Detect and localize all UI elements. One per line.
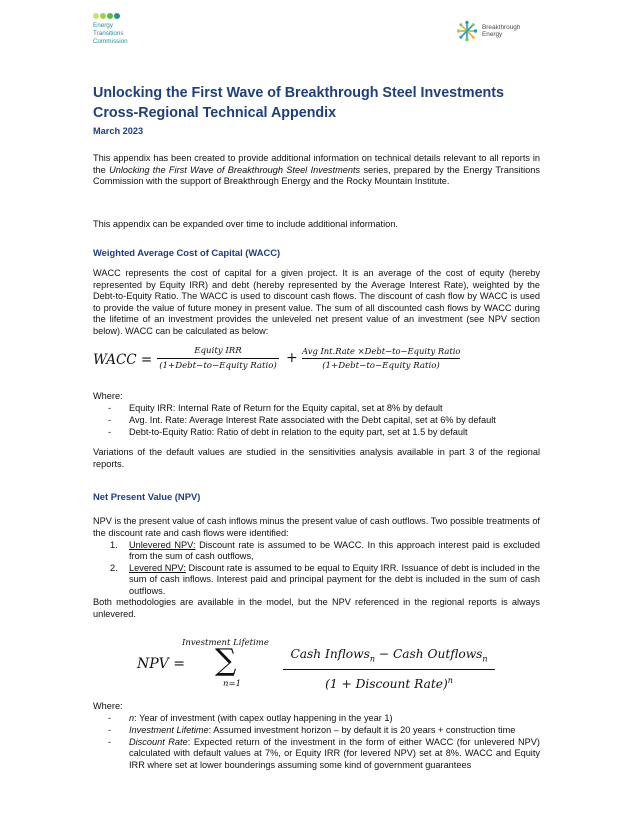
etc-logo-text	[93, 22, 128, 46]
wacc-formula-lhs: WACC =	[93, 352, 153, 368]
intro-series-title: Unlocking the First Wave of Breakthrough Steel Investments	[109, 164, 361, 175]
wacc-item-text: Equity IRR: Internal Rate of Return for the Equity capital, set at 8% by default	[129, 403, 443, 413]
etc-line-3: Commission	[93, 38, 128, 45]
npv-sum-lower-limit: n=1	[223, 679, 242, 689]
etc-logo-dots	[93, 13, 128, 19]
dash-marker: -	[108, 427, 112, 437]
npv-numerator-sub-2: n	[482, 654, 488, 664]
npv-term-text: : Expected return of the investment in the form of either WACC (for unlevered NPV) calculated with default values at 7%, or Equity IRR (for levered NPV) set at 8%. WACC and Equity IRR where set at lower bounderings assuming some kind of government guarantees	[129, 737, 540, 770]
npv-heading: Net Present Value (NPV)	[93, 491, 201, 502]
npv-term-investment-lifetime	[108, 725, 540, 736]
etc-line-2: Transitions	[93, 30, 124, 37]
npv-term-discount-rate	[108, 737, 540, 771]
npv-where-label: Where:	[93, 701, 123, 711]
wacc-item-avg-int-rate	[108, 415, 540, 426]
wacc-fraction-1	[157, 346, 279, 372]
intro-text-a: This appendix has been created to provide additional information on technical details relevant to all reports in the	[93, 153, 540, 175]
etc-dot-4	[114, 13, 120, 19]
title-line-1: Unlocking the First Wave of Breakthrough Steel Investments	[93, 85, 504, 101]
wacc-fraction-1-bar	[157, 358, 279, 359]
dash-marker: -	[108, 403, 112, 413]
npv-fraction-bar	[283, 669, 495, 670]
wacc-fraction-1-numerator: Equity IRR	[194, 346, 242, 356]
npv-fraction-numerator	[283, 647, 495, 666]
dash-marker: -	[108, 415, 112, 425]
page-title	[93, 84, 504, 123]
npv-description: NPV is the present value of cash inflows minus the present value of cash outflows. Two possible treatments of the discount rate and cash flows were identified:	[93, 516, 540, 538]
npv-term-text: : Year of investment (with capex outlay happening in the year 1)	[134, 713, 393, 723]
dash-marker: -	[108, 737, 112, 747]
wacc-fraction-2-bar	[302, 358, 460, 359]
npv-item-levered	[110, 563, 540, 597]
dash-marker: -	[108, 725, 112, 735]
dash-marker: -	[108, 713, 112, 723]
etc-logo	[93, 13, 128, 46]
npv-methodologies-note: Both methodologies are available in the model, but the NPV referenced in the regional reports is always unlevered.	[93, 597, 540, 619]
wacc-plus-sign: +	[286, 350, 298, 366]
npv-term-name: Discount Rate	[129, 737, 188, 747]
wacc-fraction-2-denominator: (1+Debt−to−Equity Ratio)	[322, 361, 440, 371]
npv-numerator-outflows: − Cash Outflows	[374, 647, 483, 661]
npv-fraction	[283, 647, 495, 693]
npv-item-number: 2.	[110, 563, 118, 573]
wacc-fraction-2-numerator: Avg Int.Rate ×Debt−to−Equity Ratio	[302, 346, 461, 356]
npv-sum-upper-limit: Investment Lifetime	[182, 638, 269, 648]
wacc-fraction-1-denominator: (1+Debt−to−Equity Ratio)	[159, 361, 277, 371]
be-line-2: Energy	[482, 31, 503, 38]
npv-denominator-exponent: n	[447, 676, 453, 686]
wacc-description: WACC represents the cost of capital for a given project. It is an average of the cost of equity (hereby represented by Equity IRR) and debt (hereby represented by the Average Interest Rate), weighted by the Debt-to-Equity Ratio. The WACC is used to discount cash flows. The discount of cash flow by WACC is used to provide the value of future money in present value. The sum of all discounted cash flows by WACC during the lifetime of an investment provides the unleveled net present value of an investment (see NPV section below). WACC can be calculated as below:	[93, 268, 540, 336]
wacc-where-label: Where:	[93, 391, 123, 401]
wacc-item-debt-to-equity	[108, 427, 540, 438]
npv-term-text: : Assumed investment horizon – by default it is 20 years + construction time	[208, 725, 516, 735]
npv-item-number: 1.	[110, 540, 118, 550]
npv-term-n	[108, 713, 540, 724]
npv-term-name: n	[129, 713, 135, 723]
breakthrough-energy-mark-icon	[456, 20, 478, 42]
npv-item-unlevered	[110, 540, 540, 563]
summation-sigma-icon: ∑	[215, 643, 237, 678]
be-line-1: Breakthrough	[482, 23, 521, 31]
npv-item-text: Discount rate is assumed to be equal to Equity IRR. Issuance of debt is included in the sum of cash inflows. Interest paid and principal payment for the debt is included in the sum of cash outflows.	[129, 563, 540, 596]
wacc-item-text: Avg. Int. Rate: Average Interest Rate associated with the Debt capital, set at 6% by default	[129, 415, 496, 425]
npv-term-name: Investment Lifetime	[129, 725, 209, 735]
npv-denominator-text: (1 + Discount Rate)	[325, 677, 448, 692]
title-line-2: Cross-Regional Technical Appendix	[93, 104, 337, 121]
etc-dot-1	[93, 13, 99, 19]
etc-line-1: Energy	[93, 22, 113, 29]
etc-dot-3	[107, 13, 113, 19]
npv-item-text: Discount rate is assumed to be WACC. In this approach interest paid is excluded from the sum of cash outflows,	[129, 540, 540, 562]
npv-item-label: Levered NPV:	[129, 563, 186, 573]
breakthrough-energy-logo	[456, 20, 520, 42]
npv-numerator-sub-1: n	[369, 654, 375, 664]
wacc-fraction-2	[302, 346, 460, 372]
wacc-formula	[93, 344, 553, 382]
npv-formula	[93, 636, 513, 696]
intro-text-b: series, prepared by the Energy Transitions Commission with the support of Breakthrough Energy and the Rocky Mountain Institute.	[93, 164, 541, 187]
wacc-variations-note: Variations of the default values are studied in the sensitivities analysis available in part 3 of the regional reports.	[93, 447, 540, 469]
intro-paragraph	[93, 153, 540, 188]
publication-date: March 2023	[93, 126, 144, 136]
wacc-item-equity-irr	[108, 403, 540, 414]
breakthrough-energy-text	[482, 24, 520, 39]
npv-formula-lhs: NPV =	[137, 656, 185, 672]
npv-fraction-denominator	[283, 673, 495, 692]
npv-numerator-inflows: Cash Inflows	[290, 647, 370, 661]
etc-dot-2	[100, 13, 106, 19]
wacc-item-text: Debt-to-Equity Ratio: Ratio of debt in relation to the equity part, set at 1.5 by default	[129, 427, 468, 437]
npv-item-label: Unlevered NPV:	[129, 540, 196, 550]
wacc-heading: Weighted Average Cost of Capital (WACC)	[93, 247, 281, 258]
intro-expand-note: This appendix can be expanded over time to include additional information.	[93, 219, 398, 229]
